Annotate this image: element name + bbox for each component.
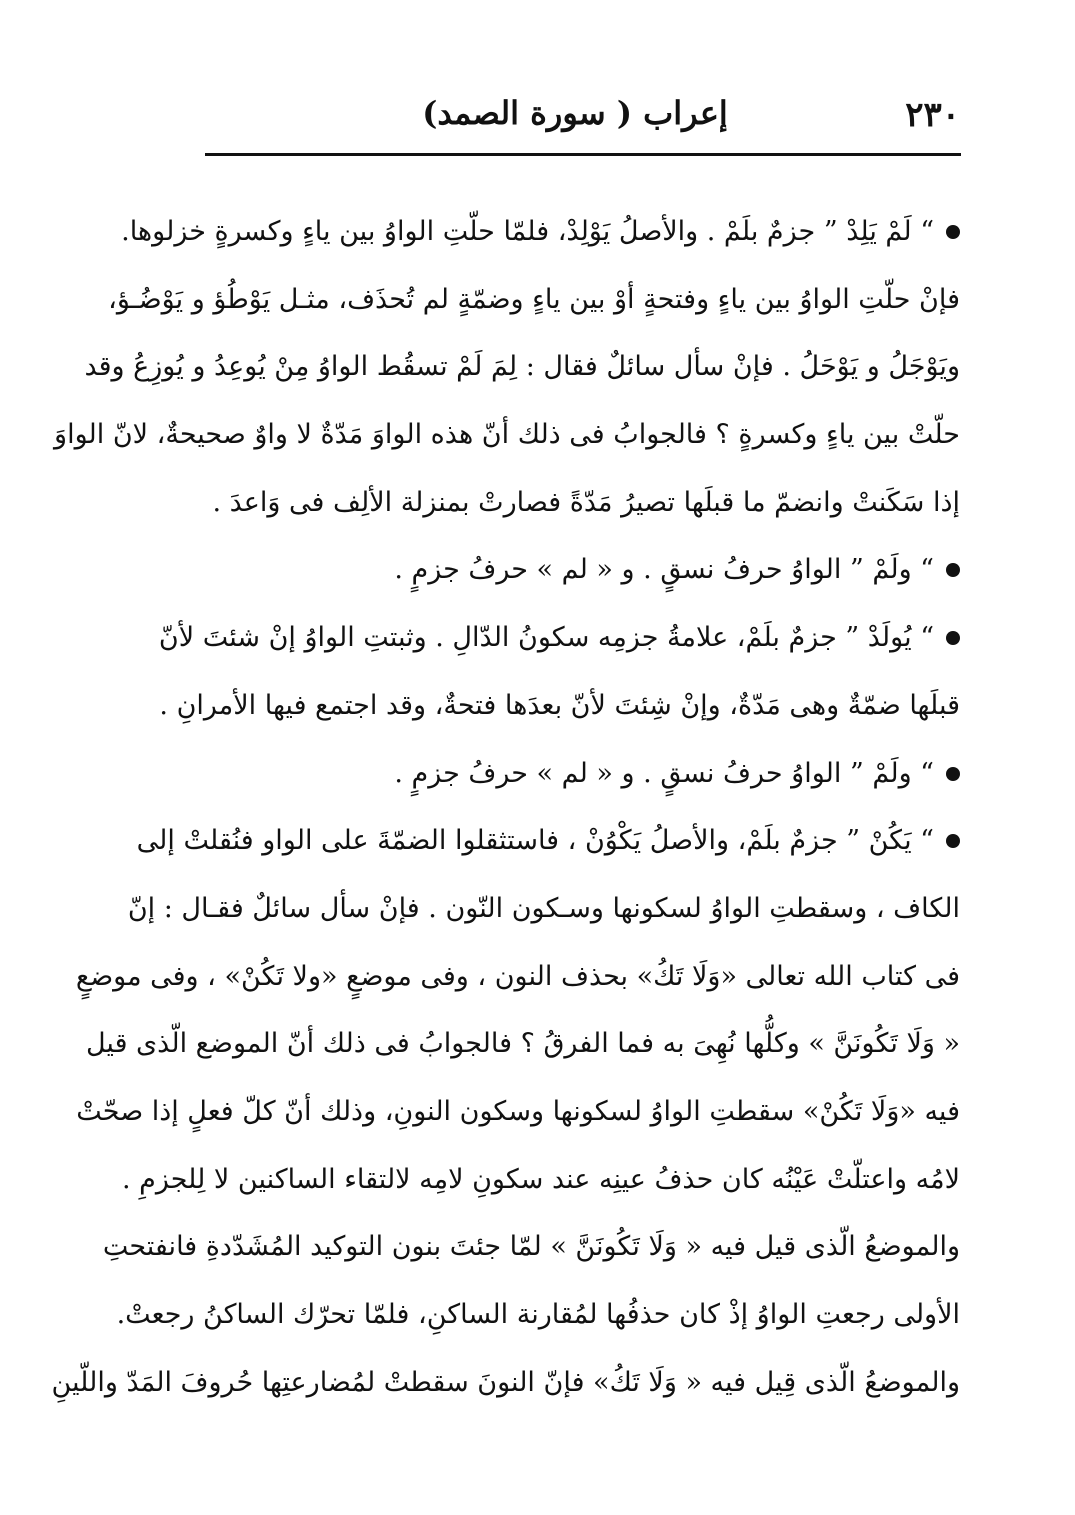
line-text: “ ولَمْ ” الواوُ حرفُ نسقٍ . و « لم » حرفُ جزمٍ . — [394, 554, 934, 586]
text-line — [51, 1349, 960, 1417]
text-line — [116, 1281, 960, 1349]
line-text: والموضعُ الّذى قيل فيه « وَلَا تَكُونَنَّ » لمّا جئتَ بنون التوكيد المُشَدّدةِ فانفتحتِ — [102, 1231, 960, 1263]
line-text: حلّتْ بين ياءٍ وكسرةٍ ؟ فالجوابُ فى ذلك أنّ هذه الواوَ مَدّةٌ لا واوٌ صحيحةٌ، لانّ الواوَ — [54, 419, 960, 451]
text-line — [54, 401, 960, 469]
line-text: لامُه واعتلّتْ عَيْنُه كان حذفُ عينِه عند سكونِ لامِه لالتقاء الساكنين لا لِلجزمِ . — [121, 1163, 960, 1195]
text-line — [102, 1213, 960, 1281]
text-line — [205, 740, 960, 808]
line-text: ويَوْجَلُ و يَوْحَلُ . فإنْ سأل سائلٌ فقال : لِمَ لَمْ تسقُط الواوُ مِنْ يُوعِدُ و يُوزِعُ وقد — [84, 351, 960, 383]
line-text: “ يُولَدْ ” جزمٌ بلَمْ، علامةُ جزمِه سكونُ الدّالِ . وثبتتِ الواوُ إنْ شئتَ لأنّ — [158, 622, 934, 654]
line-text: فيه «وَلَا تَكُنْ» سقطتِ الواوُ لسكونها وسكون النونِ، وذلك أنّ كلّ فعلٍ إذا صحّتْ — [76, 1095, 960, 1127]
line-text: الأولى رجعتِ الواوُ إذْ كان حذفُها لمُقارنة الساكنِ، فلمّا تحرّك الساكنُ رجعتْ. — [116, 1299, 960, 1330]
text-line — [136, 807, 960, 875]
line-text: والموضعُ الّذى قِيل فيه « وَلَا تَكُ» فإنّ النونَ سقطتْ لمُضارعتِها حُروفَ المَدّ واللّينِ — [51, 1366, 960, 1398]
text-line — [75, 943, 960, 1011]
text-line — [121, 1146, 960, 1214]
line-text: قبلَها ضمّةٌ وهى مَدّةٌ، وإنْ شِئتَ لأنّ بعدَها فتحةٌ، وقد اجتمع فيها الأمرانِ . — [159, 689, 960, 721]
line-text: إذا سَكَنتْ وانضمّ ما قبلَها تصيرُ مَدّةً فصارتْ بمنزلة الألِف فى وَاعدَ . — [212, 486, 960, 518]
page-number: ٢٣٠ — [905, 95, 960, 135]
running-title: إعراب ( سورة الصمد) — [422, 94, 728, 132]
line-text: فإنْ حلّتِ الواوُ بين ياءٍ وفتحةٍ أوْ بين ياءٍ وضمّةٍ لم تُحذَف، مثـل يَوْطُؤ و يَوْضُـؤ، — [108, 283, 960, 315]
bullet-icon — [946, 225, 960, 239]
line-text: “ ولَمْ ” الواوُ حرفُ نسقٍ . و « لم » حرفُ جزمٍ . — [394, 757, 934, 789]
line-text: « وَلَا تَكُونَنَّ » وكلُّها نُهِىَ به فما الفرقُ ؟ فالجوابُ فى ذلك أنّ الموضع الّذى قيل — [85, 1028, 960, 1060]
body-text — [51, 198, 960, 1416]
text-line — [205, 536, 960, 604]
text-line — [85, 1010, 960, 1078]
text-line — [159, 672, 960, 740]
page-header — [205, 88, 960, 152]
text-line — [158, 604, 960, 672]
bullet-icon — [946, 767, 960, 781]
text-line — [205, 469, 960, 537]
line-text: “ يَكُنْ ” جزمٌ بلَمْ، والأصلُ يَكْوُنْ ، فاستثقلوا الضمّةَ على الواو فنُقلتْ إلى — [136, 825, 934, 857]
header-divider — [205, 153, 961, 156]
line-text: الكاف ، وسقطتِ الواوُ لسكونها وسـكون النّون . فإنْ سأل سائلٌ فقـال : إنّ — [127, 892, 960, 924]
text-line — [108, 266, 960, 334]
line-text: فى كتاب الله تعالى «وَلَا تَكُ» بحذف النون ، وفى موضعٍ «ولا تَكُنْ» ، وفى موضعٍ — [75, 960, 960, 992]
text-line — [127, 875, 960, 943]
text-line — [84, 333, 960, 401]
text-line — [121, 198, 960, 266]
line-text: “ لَمْ يَلِدْ ” جزمٌ بلَمْ . والأصلُ يَوْلِدْ، فلمّا حلّتِ الواوُ بين ياءٍ وكسرةٍ خزلوها. — [121, 216, 934, 247]
text-line — [76, 1078, 960, 1146]
